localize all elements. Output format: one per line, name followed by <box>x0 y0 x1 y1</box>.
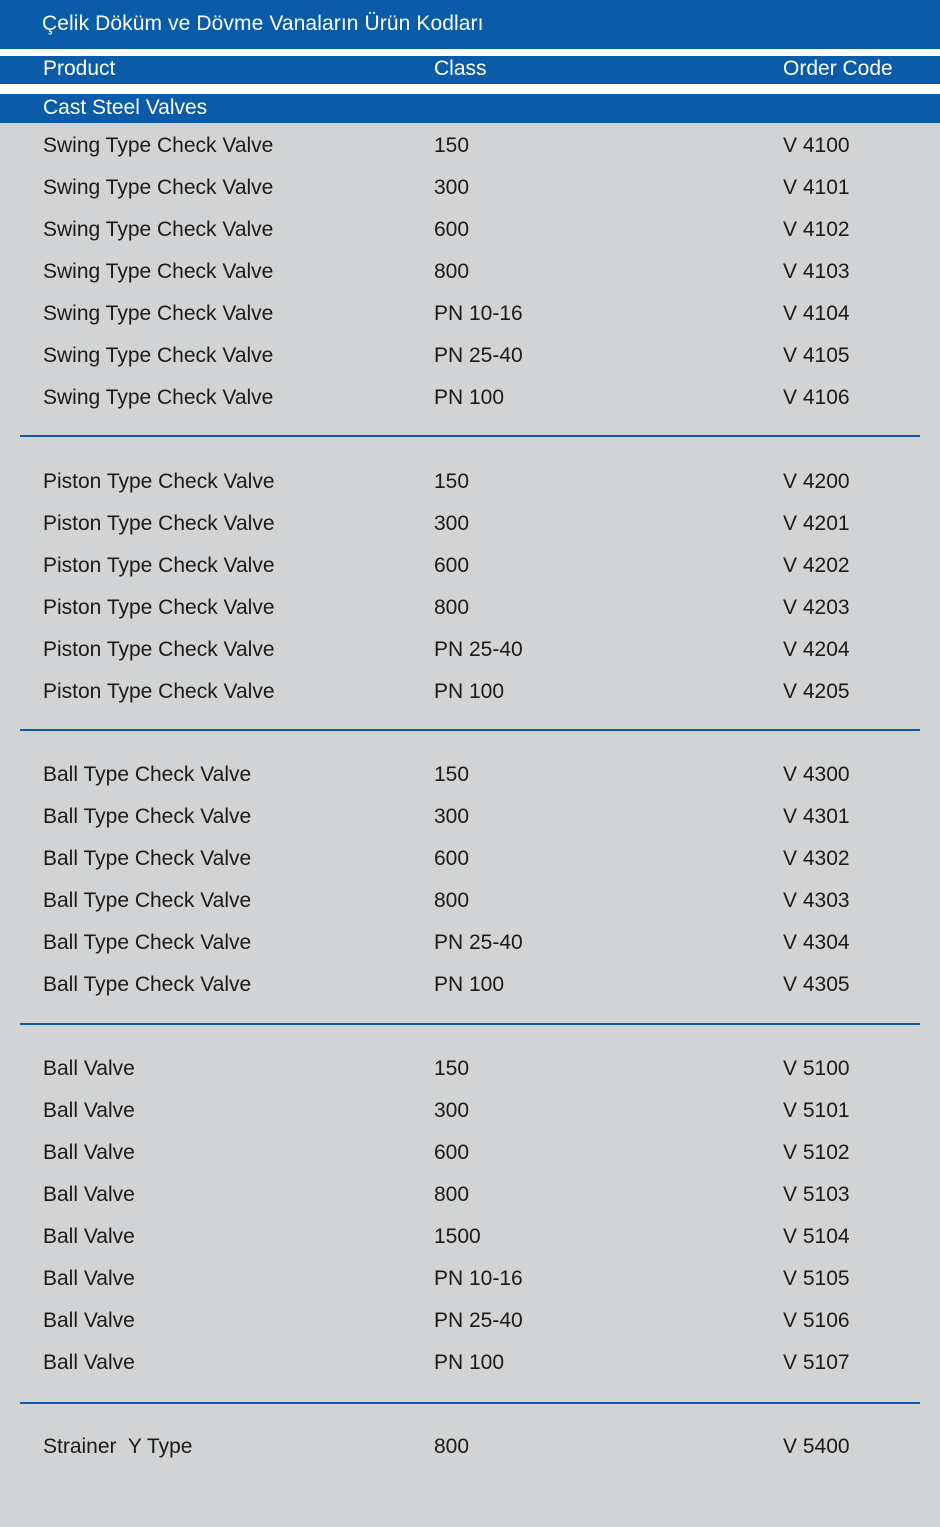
class-cell: 600 <box>434 554 470 577</box>
product-cell: Swing Type Check Valve <box>43 386 274 409</box>
group-divider <box>20 435 920 437</box>
product-cell: Piston Type Check Valve <box>43 554 275 577</box>
order-code-cell: V 4101 <box>783 176 850 199</box>
table-row <box>0 467 940 497</box>
table-row <box>0 886 940 916</box>
product-cell: Ball Valve <box>43 1225 135 1248</box>
table-row <box>0 215 940 245</box>
order-code-cell: V 4200 <box>783 470 850 493</box>
table-row <box>0 677 940 707</box>
class-cell: 600 <box>434 218 470 241</box>
product-cell: Ball Valve <box>43 1099 135 1122</box>
table-row <box>0 593 940 623</box>
table-row <box>0 970 940 1000</box>
table-row <box>0 1054 940 1084</box>
class-cell: PN 100 <box>434 973 505 996</box>
table-row <box>0 1264 940 1294</box>
product-cell: Strainer Y Type <box>43 1435 193 1458</box>
order-code-cell: V 4105 <box>783 344 850 367</box>
order-code-cell: V 4203 <box>783 596 850 619</box>
table-row <box>0 173 940 203</box>
class-cell: 150 <box>434 1057 470 1080</box>
class-cell: 300 <box>434 805 470 828</box>
table-row <box>0 509 940 539</box>
product-cell: Piston Type Check Valve <box>43 596 275 619</box>
section-title: Cast Steel Valves <box>43 96 208 119</box>
group-divider <box>20 729 920 731</box>
order-code-cell: V 4304 <box>783 931 850 954</box>
order-code-cell: V 5101 <box>783 1099 850 1122</box>
order-code-cell: V 5400 <box>783 1435 850 1458</box>
class-cell: 800 <box>434 260 470 283</box>
class-cell: PN 25-40 <box>434 1309 523 1332</box>
table-row <box>0 1222 940 1252</box>
table-row <box>0 1306 940 1336</box>
product-cell: Ball Valve <box>43 1351 135 1374</box>
table-row <box>0 1432 940 1462</box>
product-cell: Ball Valve <box>43 1267 135 1290</box>
section-header <box>0 94 940 123</box>
table-row <box>0 1348 940 1378</box>
product-cell: Swing Type Check Valve <box>43 302 274 325</box>
order-code-cell: V 4202 <box>783 554 850 577</box>
column-header-product: Product <box>43 57 116 80</box>
product-cell: Swing Type Check Valve <box>43 344 274 367</box>
class-cell: PN 25-40 <box>434 931 523 954</box>
title-bar <box>0 0 940 49</box>
order-code-cell: V 4305 <box>783 973 850 996</box>
order-code-cell: V 5104 <box>783 1225 850 1248</box>
table-row <box>0 760 940 790</box>
class-cell: 150 <box>434 134 470 157</box>
class-cell: 150 <box>434 470 470 493</box>
class-cell: 600 <box>434 1141 470 1164</box>
column-header-class: Class <box>434 57 487 80</box>
product-cell: Ball Type Check Valve <box>43 805 252 828</box>
class-cell: 150 <box>434 763 470 786</box>
order-code-cell: V 4301 <box>783 805 850 828</box>
product-cell: Ball Valve <box>43 1141 135 1164</box>
group-divider <box>20 1402 920 1404</box>
product-cell: Ball Valve <box>43 1057 135 1080</box>
group-divider <box>20 1023 920 1025</box>
class-cell: PN 100 <box>434 680 505 703</box>
table-row <box>0 1180 940 1210</box>
product-cell: Swing Type Check Valve <box>43 134 274 157</box>
table-row <box>0 635 940 665</box>
product-cell: Ball Valve <box>43 1183 135 1206</box>
class-cell: 1500 <box>434 1225 481 1248</box>
class-cell: 300 <box>434 176 470 199</box>
class-cell: PN 10-16 <box>434 1267 523 1290</box>
table-row <box>0 1138 940 1168</box>
class-cell: PN 25-40 <box>434 344 523 367</box>
class-cell: PN 25-40 <box>434 638 523 661</box>
table-row <box>0 299 940 329</box>
product-cell: Swing Type Check Valve <box>43 176 274 199</box>
product-cell: Piston Type Check Valve <box>43 470 275 493</box>
order-code-cell: V 4204 <box>783 638 850 661</box>
class-cell: PN 10-16 <box>434 302 523 325</box>
table-header <box>0 56 940 84</box>
order-code-cell: V 4300 <box>783 763 850 786</box>
class-cell: 800 <box>434 1183 470 1206</box>
product-cell: Ball Valve <box>43 1309 135 1332</box>
class-cell: 600 <box>434 847 470 870</box>
product-cell: Ball Type Check Valve <box>43 847 252 870</box>
order-code-cell: V 4302 <box>783 847 850 870</box>
class-cell: 300 <box>434 512 470 535</box>
page-title: Çelik Döküm ve Dövme Vanaların Ürün Kodları <box>42 12 484 35</box>
product-cell: Ball Type Check Valve <box>43 931 252 954</box>
class-cell: PN 100 <box>434 1351 505 1374</box>
white-stripe <box>0 49 940 56</box>
class-cell: 300 <box>434 1099 470 1122</box>
order-code-cell: V 4103 <box>783 260 850 283</box>
product-cell: Piston Type Check Valve <box>43 512 275 535</box>
product-cell: Swing Type Check Valve <box>43 260 274 283</box>
order-code-cell: V 4102 <box>783 218 850 241</box>
class-cell: 800 <box>434 889 470 912</box>
order-code-cell: V 5102 <box>783 1141 850 1164</box>
order-code-cell: V 4100 <box>783 134 850 157</box>
table-row <box>0 802 940 832</box>
table-row <box>0 551 940 581</box>
product-cell: Ball Type Check Valve <box>43 973 252 996</box>
product-cell: Piston Type Check Valve <box>43 638 275 661</box>
order-code-cell: V 5105 <box>783 1267 850 1290</box>
order-code-cell: V 5107 <box>783 1351 850 1374</box>
table-row <box>0 1096 940 1126</box>
product-cell: Piston Type Check Valve <box>43 680 275 703</box>
table-row <box>0 928 940 958</box>
order-code-cell: V 4104 <box>783 302 850 325</box>
order-code-cell: V 4106 <box>783 386 850 409</box>
order-code-cell: V 5100 <box>783 1057 850 1080</box>
order-code-cell: V 5103 <box>783 1183 850 1206</box>
order-code-cell: V 5106 <box>783 1309 850 1332</box>
class-cell: PN 100 <box>434 386 505 409</box>
product-cell: Swing Type Check Valve <box>43 218 274 241</box>
white-stripe <box>0 84 940 94</box>
product-cell: Ball Type Check Valve <box>43 889 252 912</box>
class-cell: 800 <box>434 1435 470 1458</box>
order-code-cell: V 4303 <box>783 889 850 912</box>
table-row <box>0 257 940 287</box>
class-cell: 800 <box>434 596 470 619</box>
table-row <box>0 383 940 413</box>
product-cell: Ball Type Check Valve <box>43 763 252 786</box>
order-code-cell: V 4201 <box>783 512 850 535</box>
column-header-order-code: Order Code <box>783 57 893 80</box>
table-row <box>0 131 940 161</box>
table-row <box>0 341 940 371</box>
order-code-cell: V 4205 <box>783 680 850 703</box>
table-row <box>0 844 940 874</box>
